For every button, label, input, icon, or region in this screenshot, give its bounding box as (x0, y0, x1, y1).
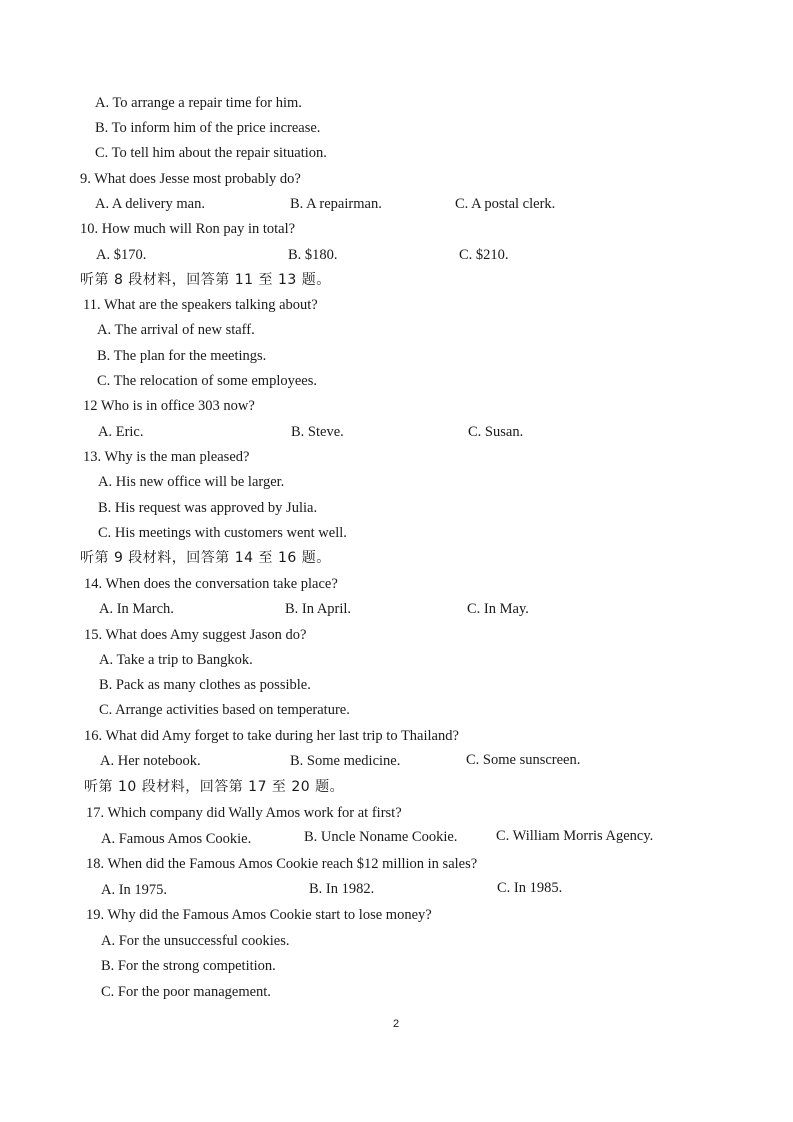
q15-option-c: C. Arrange activities based on temperature. (99, 702, 350, 718)
q11-question: 11. What are the speakers talking about? (83, 297, 318, 313)
q13-option-a: A. His new office will be larger. (98, 474, 285, 490)
q14-question: 14. When does the conversation take place? (84, 576, 338, 592)
page-number: 2 (393, 1018, 400, 1030)
q19-option-b: B. For the strong competition. (101, 958, 276, 974)
q19-option-a: A. For the unsuccessful cookies. (101, 933, 290, 949)
q9-option-b: B. A repairman. (290, 196, 382, 212)
q16-option-c: C. Some sunscreen. (466, 752, 581, 768)
q16-option-a: A. Her notebook. (100, 753, 201, 769)
q18-option-b: B. In 1982. (309, 881, 375, 897)
q12-option-c: C. Susan. (468, 424, 524, 440)
q9-option-c: C. A postal clerk. (455, 196, 556, 212)
q17-option-c: C. William Morris Agency. (496, 828, 654, 844)
q14-option-b: B. In April. (285, 601, 352, 617)
q13-option-b: B. His request was approved by Julia. (98, 500, 318, 516)
q10-option-b: B. $180. (288, 247, 338, 263)
q17-question: 17. Which company did Wally Amos work for at first? (86, 805, 402, 821)
q9-question: 9. What does Jesse most probably do? (80, 171, 301, 187)
q16-question: 16. What did Amy forget to take during her last trip to Thailand? (84, 728, 459, 744)
q19-option-c: C. For the poor management. (101, 984, 271, 1000)
section-9-instruction: 听第 9 段材料，回答第 14 至 16 题。 (80, 550, 331, 566)
q13-question: 13. Why is the man pleased? (83, 449, 250, 465)
q11-option-b: B. The plan for the meetings. (97, 348, 267, 364)
q18-option-c: C. In 1985. (497, 880, 563, 896)
q12-option-a: A. Eric. (98, 424, 144, 440)
q14-option-c: C. In May. (467, 601, 529, 617)
section-8-instruction: 听第 8 段材料，回答第 11 至 13 题。 (80, 272, 331, 288)
q12-option-b: B. Steve. (291, 424, 344, 440)
q16-option-b: B. Some medicine. (290, 753, 401, 769)
q18-question: 18. When did the Famous Amos Cookie reach $12 million in sales? (86, 856, 478, 872)
q8-option-a: A. To arrange a repair time for him. (95, 95, 302, 111)
q15-question: 15. What does Amy suggest Jason do? (84, 627, 307, 643)
q14-option-a: A. In March. (99, 601, 174, 617)
section-10-instruction: 听第 10 段材料，回答第 17 至 20 题。 (84, 779, 345, 795)
q9-option-a: A. A delivery man. (95, 196, 205, 212)
q10-question: 10. How much will Ron pay in total? (80, 221, 296, 237)
q18-option-a: A. In 1975. (101, 882, 168, 898)
q19-question: 19. Why did the Famous Amos Cookie start to lose money? (86, 907, 432, 923)
q17-option-b: B. Uncle Noname Cookie. (304, 829, 458, 845)
q10-option-a: A. $170. (96, 247, 147, 263)
q8-option-c: C. To tell him about the repair situation. (95, 145, 327, 161)
q15-option-a: A. Take a trip to Bangkok. (99, 652, 253, 668)
q11-option-a: A. The arrival of new staff. (97, 322, 255, 338)
q8-option-b: B. To inform him of the price increase. (95, 120, 321, 136)
q15-option-b: B. Pack as many clothes as possible. (99, 677, 311, 693)
q13-option-c: C. His meetings with customers went well. (98, 525, 347, 541)
q17-option-a: A. Famous Amos Cookie. (101, 831, 252, 847)
q11-option-c: C. The relocation of some employees. (97, 373, 317, 389)
q12-question: 12 Who is in office 303 now? (83, 398, 255, 414)
q10-option-c: C. $210. (459, 247, 509, 263)
